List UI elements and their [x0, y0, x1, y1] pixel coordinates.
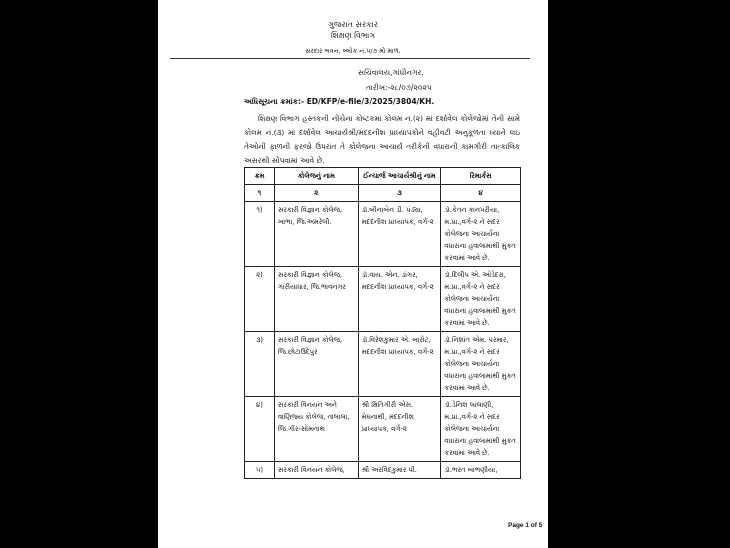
row-remarks: ડૉ.ભરત બાંભણીયા, — [441, 462, 521, 479]
row-remarks: ડૉ.કેતન કાનપરીયા, મ.પ્રા.,વર્ગ-૨ ને સદર કોલેજના આચાર્યના વધારાના હવાલામાંથી મુકત કરવામાં આવે છે. — [441, 202, 521, 267]
row-num: ૩) — [245, 332, 275, 397]
office-address: સરદાર ભવન, બ્લોક નં.૫/૭ મો માળ, — [305, 47, 401, 55]
body-paragraph — [244, 112, 520, 168]
document-page — [158, 0, 548, 548]
department-name: શિક્ષણ વિભાગ — [330, 31, 376, 40]
row-principal: ડૉ.બીનાબેન ડી. પંડ્યા, મદદનીશ પ્રાધ્યાપક, વર્ગ-૨ — [358, 202, 441, 267]
table-row — [245, 332, 521, 397]
header-divider — [170, 58, 530, 59]
row-remarks: ડૉ.ડેનિશ લાલાણી, મ.પ્રા.,વર્ગ-૨ ને સદર કોલેજના આચાર્યના વધારાના હવાલામાંથી મુકત કરવામાં આવે છે. — [441, 397, 521, 462]
row-college: સરકારી વિજ્ઞાન કોલેજ, ગારીયાધાર, જિ.ભાવનગર — [274, 267, 358, 332]
table-row — [245, 267, 521, 332]
column-number-row — [245, 185, 521, 202]
table-header-row — [245, 168, 521, 185]
colnum-4: ૪ — [441, 185, 521, 202]
govt-name: ગુજરાત સરકાર — [328, 20, 378, 29]
colnum-1: ૧ — [245, 185, 275, 202]
row-principal: ડૉ.વિરેશકુમાર એ. બારોટ, મદદનીશ પ્રાધ્યાપક, વર્ગ-૨ — [358, 332, 441, 397]
header-college: કોલેજનું નામ — [274, 168, 358, 185]
notice-label: અધિસૂચના ક્રમાંક:- — [244, 97, 305, 106]
row-remarks: ડૉ.નિશાંત એમ. પરમાર, મ.પ્રા.,વર્ગ-૨ ને સદર કોલેજના આચાર્યના વધારાના હવાલામાંથી મુકત કરવામાં આવે છે. — [441, 332, 521, 397]
row-college: સરકારી વિનયન અને વાણિજ્ય કોલેજ, તાલાલા, જિ.ગીર-સોમનાથ — [274, 397, 358, 462]
row-college: સરકારી વિજ્ઞાન કોલેજ, જિ.છોટાઉદેપુર — [274, 332, 358, 397]
body-text: શિક્ષણ વિભાગ હસ્તકની નીચેના કોષ્ટકમાં કોલમ નં.(૨) માં દર્શાવેલ કોલેજોમાં તેની સામે કોલમ નં.(૩) માં દર્શાવેલ આચાર્યશ્રી/મદદનીશ પ્રાધ્યાપકોને વહીવટી અનુકૂળતા ધ્યાને લઇ તેઓની ફાળની ફરજો ઉપરાંત તે કોલેજના આચાર્ય તરીકેની વધારાની કામગીરી તાત્કાલિક અસરથી સોંપવામાં આવે છે. — [244, 114, 520, 165]
page-number: Page 1 of 5 — [508, 522, 543, 529]
table-row — [245, 462, 521, 479]
colnum-3: ૩ — [358, 185, 441, 202]
notice-number: ED/KFP/e-file/3/2025/3804/KH. — [306, 97, 435, 106]
place: સચિવાલય,ગાંધીનગર. — [358, 68, 424, 77]
table-row — [245, 202, 521, 267]
row-college: સરકારી વિનયન કોલેજ, — [274, 462, 358, 479]
table-row — [245, 397, 521, 462]
row-num: ૪) — [245, 397, 275, 462]
header-remarks: રિમાર્કસ — [441, 168, 521, 185]
row-num: ૧) — [245, 202, 275, 267]
date: તારીખ:-૨૮/૦૭/૨૦૨૫ — [366, 83, 432, 92]
row-college: સરકારી વિજ્ઞાન કોલેજ, ખાંભા, જિ.અમરેલી. — [274, 202, 358, 267]
header-serial: ક્રમ — [245, 168, 275, 185]
row-num: ૫) — [245, 462, 275, 479]
row-remarks: ડૉ.દિલીપ એ. ઓડેદરા, મ.પ્રા.,વર્ગ-૨ ને સદર કોલેજના આચાર્યના વધારાના હવાલામાંથી મુકત કરવામાં આવે છે. — [441, 267, 521, 332]
row-principal: ડૉ.વાય. એન. ડાંગર, મદદનીશ પ્રાધ્યાપક, વર્ગ-૨ — [358, 267, 441, 332]
row-num: ૨) — [245, 267, 275, 332]
assignment-table — [244, 167, 521, 479]
notice-line — [244, 97, 434, 107]
colnum-2: ૨ — [274, 185, 358, 202]
row-principal: શ્રી ક્ષિતિગીરી એસ. મેઘનાથી, મદદનીશ પ્રાધ્યાપક, વર્ગ-૨ — [358, 397, 441, 462]
header-principal: ઈન્ચાર્જ આચાર્યશ્રીનું નામ — [358, 168, 441, 185]
row-principal: શ્રી અરવિંદકુમાર પી. — [358, 462, 441, 479]
